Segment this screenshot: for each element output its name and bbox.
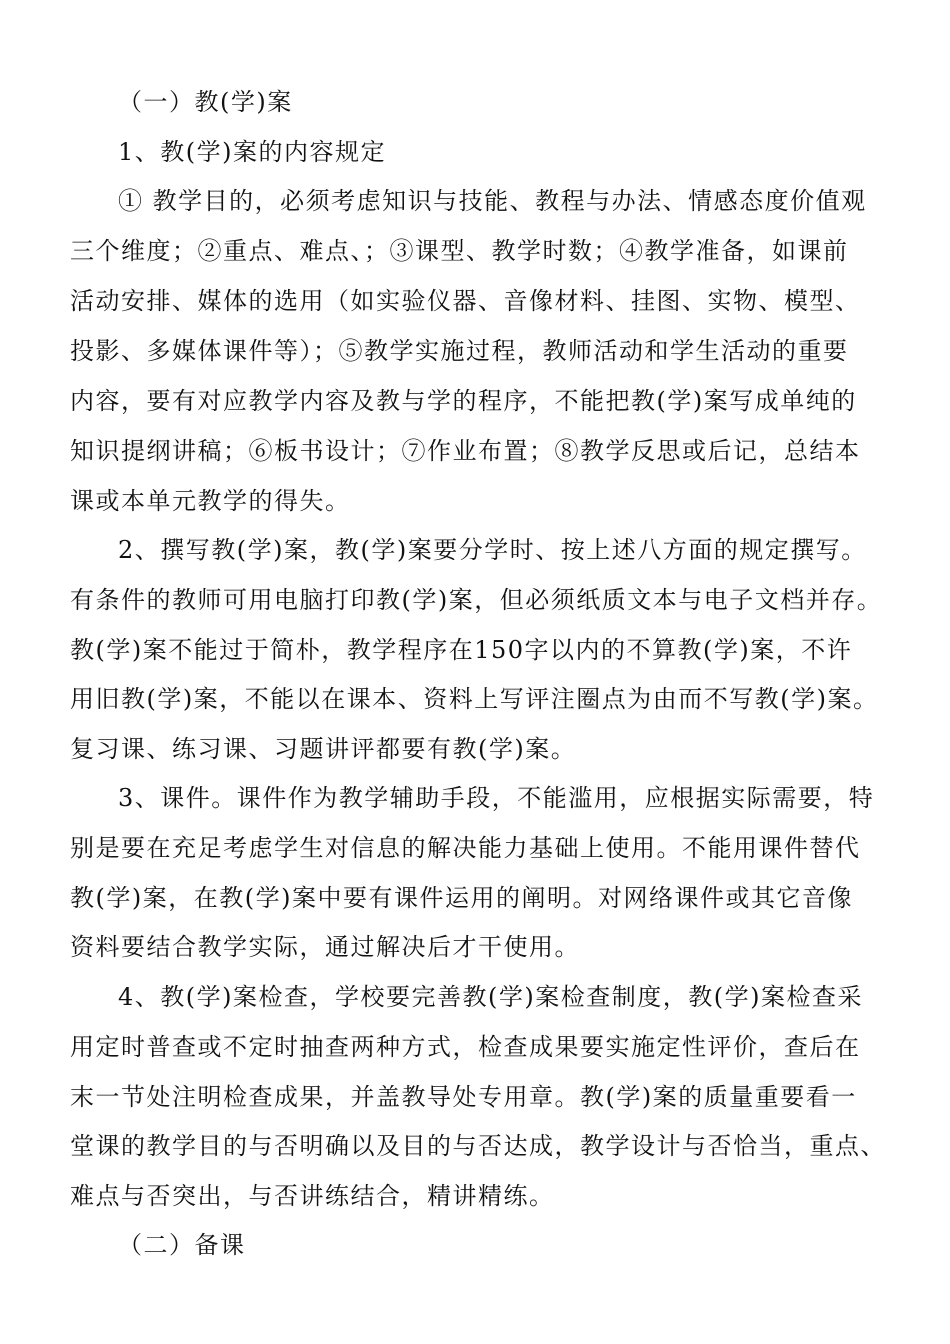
paragraph-line: 用旧教(学)案，不能以在课本、资料上写评注圈点为由而不写教(学)案。 (70, 685, 879, 713)
paragraph-line: 活动安排、媒体的选用（如实验仪器、音像材料、挂图、实物、模型、 (70, 287, 861, 315)
paragraph-line: 别是要在充足考虑学生对信息的解决能力基础上使用。不能用课件替代 (70, 834, 861, 862)
paragraph-line: 内容，要有对应教学内容及教与学的程序，不能把教(学)案写成单纯的 (70, 387, 857, 415)
paragraph-line: 难点与否突出，与否讲练结合，精讲精练。 (70, 1182, 555, 1210)
heading-teaching-plan: （一）教(学)案 (118, 88, 293, 116)
paragraph-line: 教(学)案，在教(学)案中要有课件运用的阐明。对网络课件或其它音像 (70, 884, 853, 912)
paragraph-line: 堂课的教学目的与否明确以及目的与否达成，教学设计与否恰当，重点、 (70, 1132, 886, 1160)
paragraph-line: 资料要结合教学实际，通过解决后才干使用。 (70, 933, 580, 961)
paragraph-line: 教(学)案不能过于简朴，教学程序在150字以内的不算教(学)案，不许 (70, 636, 853, 664)
paragraph-line: 三个维度；②重点、难点、；③课型、教学时数；④教学准备，如课前 (70, 237, 849, 265)
paragraph-line: 末一节处注明检查成果，并盖教导处专用章。教(学)案的质量重要看一 (70, 1083, 857, 1111)
paragraph-line: 课或本单元教学的得失。 (70, 487, 351, 515)
heading-lesson-preparation: （二）备课 (118, 1231, 246, 1259)
paragraph-line: 用定时普查或不定时抽查两种方式，检查成果要实施定性评价，查后在 (70, 1033, 861, 1061)
paragraph-line: ① 教学目的，必须考虑知识与技能、教程与办法、情感态度价值观 (118, 187, 867, 215)
paragraph-line: 3、课件。课件作为教学辅助手段，不能滥用，应根据实际需要，特 (118, 784, 875, 812)
paragraph-line: 复习课、练习课、习题讲评都要有教(学)案。 (70, 735, 577, 763)
paragraph-line: 知识提纲讲稿；⑥板书设计；⑦作业布置；⑧教学反思或后记，总结本 (70, 437, 861, 465)
paragraph-line: 4、教(学)案检查，学校要完善教(学)案检查制度，教(学)案检查采 (118, 983, 863, 1011)
section-1-title: 1、教(学)案的内容规定 (118, 138, 386, 166)
paragraph-line: 2、撰写教(学)案，教(学)案要分学时、按上述八方面的规定撰写。 (118, 536, 867, 564)
paragraph-line: 有条件的教师可用电脑打印教(学)案，但必须纸质文本与电子文档并存。 (70, 586, 883, 614)
paragraph-line: 投影、多媒体课件等）；⑤教学实施过程，教师活动和学生活动的重要 (70, 337, 849, 365)
